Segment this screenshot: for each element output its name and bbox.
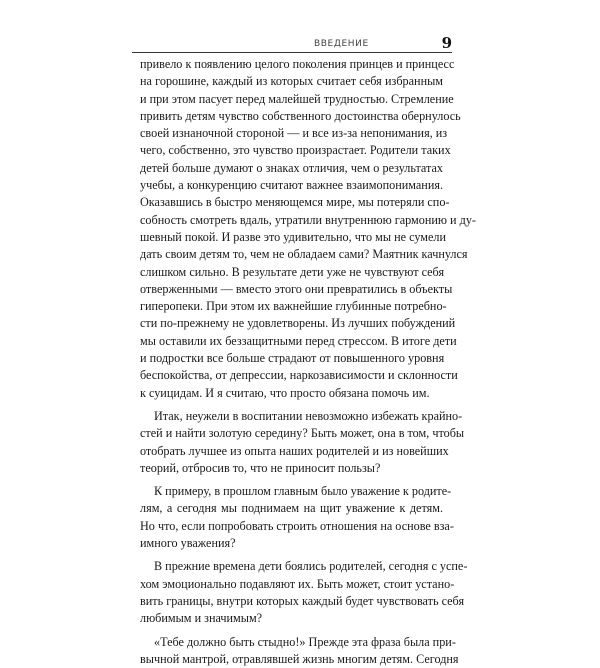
paragraph bbox=[140, 634, 443, 668]
text-line: отверженными — вместо этого они превратились в объекты bbox=[140, 281, 443, 298]
running-header bbox=[132, 36, 452, 53]
text-line: шевный покой. И разве это удивительно, что мы не сумели bbox=[140, 229, 443, 246]
paragraph bbox=[140, 558, 443, 627]
text-line: отобрать лучшее из опыта наших родителей и из новейших bbox=[140, 443, 443, 460]
text-line: лям, а сегодня мы поднимаем на щит уважение к детям. bbox=[140, 500, 443, 517]
text-line: любимым и значимым? bbox=[140, 610, 443, 627]
text-line: привить детям чувство собственного достоинства обернулось bbox=[140, 108, 443, 125]
text-line: Но что, если попробовать строить отношения на основе вза- bbox=[140, 518, 443, 535]
page-number: 9 bbox=[442, 34, 452, 52]
text-line: детей больше думают о знаках отличия, чем о результатах bbox=[140, 160, 443, 177]
text-line: имного уважения? bbox=[140, 535, 443, 552]
text-line: К примеру, в прошлом главным было уважение к родите- bbox=[140, 483, 443, 500]
text-line: Оказавшись в быстро меняющемся мире, мы потеряли спо- bbox=[140, 194, 443, 211]
text-line: учебы, а конкуренцию считают важнее взаимопонимания. bbox=[140, 177, 443, 194]
text-line: и подростки все больше страдают от повышенного уровня bbox=[140, 350, 443, 367]
body-text bbox=[140, 56, 443, 668]
text-line: дать своим детям то, чем не обладаем сами? Маятник качнулся bbox=[140, 246, 443, 263]
text-line: привело к появлению целого поколения принцев и принцесс bbox=[140, 56, 443, 73]
text-line: В прежние времена дети боялись родителей, сегодня с успе- bbox=[140, 558, 443, 575]
text-line: сти по-прежнему не удовлетворены. Из лучших побуждений bbox=[140, 315, 443, 332]
paragraph bbox=[140, 56, 443, 402]
text-line: собность смотреть вдаль, утратили внутреннюю гармонию и ду- bbox=[140, 212, 443, 229]
text-line: и при этом пасует перед малейшей трудностью. Стремление bbox=[140, 91, 443, 108]
text-line: Итак, неужели в воспитании невозможно избежать крайно- bbox=[140, 408, 443, 425]
text-line: теорий, отбросив то, что не приносит пользы? bbox=[140, 460, 443, 477]
text-line: своей изнаночной стороной — и все из-за непонимания, из bbox=[140, 125, 443, 142]
text-line: к суицидам. И я считаю, что просто обязана помочь им. bbox=[140, 385, 443, 402]
text-line: «Тебе должно быть стыдно!» Прежде эта фраза была при- bbox=[140, 634, 443, 651]
text-line: чего, собственно, это чувство произрастает. Родители таких bbox=[140, 142, 443, 159]
text-line: беспокойства, от депрессии, наркозависимости и склонности bbox=[140, 367, 443, 384]
paragraph bbox=[140, 408, 443, 477]
text-line: на горошине, каждый из которых считает себя избранным bbox=[140, 73, 443, 90]
text-line: гиперопеки. При этом их важнейшие глубинные потребно- bbox=[140, 298, 443, 315]
text-line: мы оставили их беззащитными перед стрессом. В итоге дети bbox=[140, 333, 443, 350]
text-line: слишком сильно. В результате дети уже не чувствуют себя bbox=[140, 264, 443, 281]
text-line: вить границы, внутри которых каждый будет чувствовать себя bbox=[140, 593, 443, 610]
section-label: ВВЕДЕНИЕ bbox=[310, 39, 373, 49]
text-line: вычной мантрой, отравлявшей жизнь многим детям. Сегодня bbox=[140, 651, 443, 668]
text-line: стей и найти золотую середину? Быть может, она в том, чтобы bbox=[140, 425, 443, 442]
paragraph bbox=[140, 483, 443, 552]
text-line: хом эмоционально подавляют их. Быть может, стоит устано- bbox=[140, 576, 443, 593]
